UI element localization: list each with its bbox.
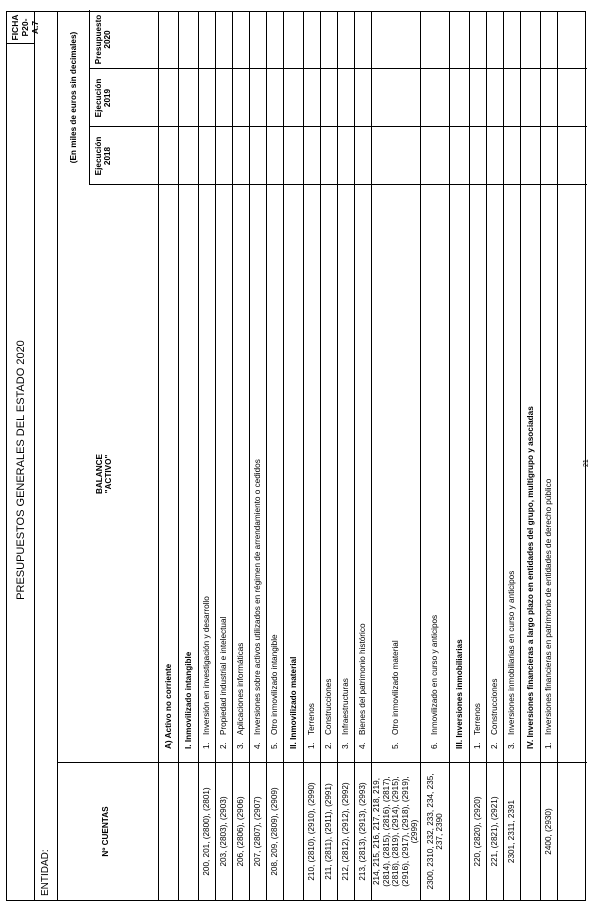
concepto-cell: Infraestructuras (341, 678, 351, 735)
row-number: 4. (358, 742, 368, 749)
row-divider (557, 12, 558, 900)
cuentas-cell: (2916), (2917), (2918), (2919), (400, 776, 410, 887)
units-divider (89, 10, 90, 185)
section-heading: A) Activo no corriente (163, 663, 173, 749)
section-heading: III. Inversiones inmobiliarias (454, 639, 464, 749)
row-divider (266, 12, 267, 900)
row-divider (420, 12, 421, 900)
cuentas-cell: (2814), (2815), (2816), (2817), (381, 776, 391, 887)
row-divider (249, 12, 250, 900)
cuentas-cell: 206, (2806), (2906) (236, 796, 246, 867)
concepto-cell: Terrenos (473, 703, 483, 735)
page-title: PRESUPUESTOS GENERALES DEL ESTADO 2020 (14, 340, 27, 600)
col-header-ejecucion-2018-year: 2018 (103, 146, 112, 166)
row-number: 6. (430, 742, 440, 749)
ficha-code: P20-A.7 (20, 18, 40, 37)
row-number: 2. (490, 742, 500, 749)
cuentas-cell: 203, (2803), (2903) (219, 796, 229, 867)
col-header-presupuesto-2020-label: Presupuesto (94, 14, 103, 65)
concepto-cell: Inversiones inmobiliarias en curso y anticipos (507, 570, 517, 735)
row-divider (198, 12, 199, 900)
concepto-cell: Propiedad industrial e intelectual (219, 616, 229, 735)
concepto-cell: Otro inmovilizado material (391, 640, 401, 735)
col-header-ejecucion-2019-label: Ejecución (94, 78, 103, 118)
row-number: 5. (391, 742, 401, 749)
section-heading: II. Inmovilizado material (288, 656, 298, 749)
col-header-balance: BALANCE (95, 453, 104, 495)
section-heading: IV. Inversiones financieras a largo plazo en entidades del grupo, multigrupo y asociadas (525, 406, 535, 749)
row-number: 2. (219, 742, 229, 749)
row-number: 5. (270, 742, 280, 749)
concepto-cell: Otro inmovilizado intangible (270, 634, 280, 735)
col-header-presupuesto-2020-year: 2020 (103, 30, 112, 49)
concepto-cell: Inversiones sobre activos utilizados en régimen de arrendamiento o cedidos (253, 459, 263, 735)
row-divider (303, 12, 304, 900)
row-divider (503, 12, 504, 900)
entidad-label: ENTIDAD: (40, 849, 51, 896)
row-divider (283, 12, 284, 900)
units-note: (En miles de euros sin decimales) (69, 31, 78, 164)
page-number: 21 (583, 459, 590, 467)
col-header-cuentas: Nº CUENTAS (101, 806, 110, 857)
row-divider (520, 12, 521, 900)
concepto-cell: Inmovilizado en curso y anticipos (430, 614, 440, 735)
cuentas-cell: 2300, 2310, 232, 233, 234, 235, (425, 773, 435, 890)
row-divider (232, 12, 233, 900)
concepto-cell: Inversión en investigación y desarrollo (202, 596, 212, 735)
cuentas-cell: 207, (2807), (2907) (253, 796, 263, 867)
row-divider (320, 12, 321, 900)
cuentas-cell: 2400, (2930) (544, 808, 554, 855)
title-band (7, 12, 40, 900)
cuentas-cell: 210, (2810), (2910), (2990) (307, 782, 317, 881)
row-number: 1. (473, 742, 483, 749)
row-number: 1. (544, 742, 554, 749)
col-header-balance-activo: "ACTIVO" (104, 454, 113, 494)
row-divider (337, 12, 338, 900)
cuentas-cell: 212, (2812), (2912), (2992) (341, 782, 351, 881)
cuentas-cell: 2301, 2311, 2391 (507, 799, 517, 864)
row-divider (354, 12, 355, 900)
balance-form (6, 11, 586, 901)
cuentas-cell: 208, 209, (2809), (2909) (270, 787, 280, 876)
cuentas-cell: 220, (2820), (2920) (473, 796, 483, 867)
concepto-cell: Construcciones (324, 678, 334, 735)
concepto-cell: Aplicaciones informáticas (236, 642, 246, 735)
row-divider (540, 12, 541, 900)
col-divider-ejecucion-2019 (89, 126, 587, 127)
cuentas-cell: 200, 201, (2800), (2801) (202, 787, 212, 876)
cuentas-cell: 237, 2390 (435, 813, 444, 850)
balance-table (57, 12, 587, 900)
section-heading: I. Inmovilizado intangible (183, 651, 193, 749)
ficha-box (7, 12, 40, 44)
cuentas-cell: 214, 215, 216, 217, 218, 219, (372, 778, 382, 885)
header-divider (158, 12, 159, 900)
row-number: 2. (324, 742, 334, 749)
concepto-cell: Terrenos (307, 703, 317, 735)
col-divider-presupuesto-2020 (89, 68, 587, 69)
row-divider (486, 12, 487, 900)
row-number: 3. (507, 742, 517, 749)
col-divider-ejecucion-2018 (89, 184, 587, 185)
row-number: 3. (341, 742, 351, 749)
row-number: 3. (236, 742, 246, 749)
row-divider (449, 12, 450, 900)
cuentas-cell: 211, (2811), (2911), (2991) (324, 783, 334, 880)
row-number: 4. (253, 742, 263, 749)
col-header-ejecucion-2019-year: 2019 (103, 88, 112, 108)
row-divider (215, 12, 216, 900)
row-number: 1. (307, 742, 317, 749)
cuentas-cell: (2818), (2819), (2914), (2915), (391, 776, 401, 887)
cuentas-cell: 221, (2821), (2921) (490, 796, 500, 867)
concepto-cell: Construcciones (490, 678, 500, 735)
cuentas-cell: (2999) (410, 819, 420, 844)
concepto-cell: Bienes del patrimonio histórico (358, 623, 368, 735)
concepto-cell: Inversiones financieras en patrimonio de entidades de derecho público (544, 478, 554, 735)
cuentas-cell: 213, (2813), (2913), (2993) (358, 782, 368, 881)
row-divider (469, 12, 470, 900)
row-divider (178, 12, 179, 900)
ficha-label: FICHA (10, 14, 20, 41)
row-number: 1. (202, 742, 212, 749)
col-header-ejecucion-2018-label: Ejecución (94, 136, 103, 176)
